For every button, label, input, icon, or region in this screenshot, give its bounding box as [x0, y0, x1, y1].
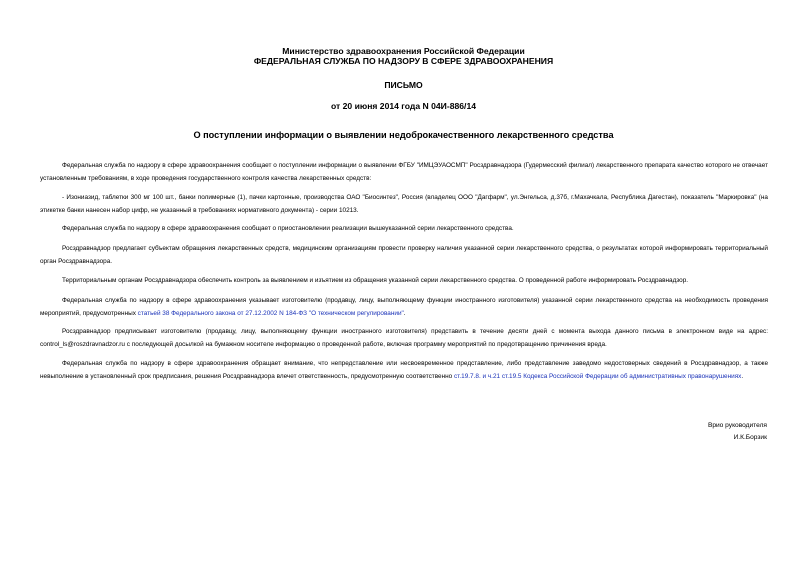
paragraph-3: Федеральная служба по надзору в сфере здравоохранения сообщает о приостановлении реализации вышеуказанной серии лекарственного средства. [62, 225, 514, 232]
paragraph-5: Территориальным органам Росздравнадзора обеспечить контроль за выявлением и изъятием из обращения указанной серии лекарственного средства. О проведенной работе информировать Росздравнадзор. [62, 277, 689, 284]
paragraph-7: Росздравнадзор предписывает изготовителю (продавцу, лицу, выполняющему функции иностранного изготовителя) представить в течение десяти дней с момента выхода данного письма в электронном виде на адрес: control_ls@roszdravnadzor.ru с последующей досылкой на бумажном носителе информацию о проведенной работе, включая программу мероприятий по предотвращению причинения вреда. [40, 328, 768, 348]
signature-position: Врио руководителя [707, 422, 767, 429]
paragraph-6-text: Федеральная служба по надзору в сфере здравоохранения указывает изготовителю (продавцу, лицу, выполняющему функции иностранного изготовителя) указанной серии лекарственного средства на необходимость проведения мероприятий, предусмотренных [40, 297, 768, 317]
paragraph-8 [40, 357, 768, 383]
koap-link[interactable]: ст.19.7.8. и ч.21 ст.19.5 Кодекса Российской Федерации об административных правонарушениях [453, 373, 742, 380]
paragraph-4: Росздравнадзор предлагает субъектам обращения лекарственных средств, медицинским организациям провести проверку наличия указанной серии лекарственного средства, о результатах которой информировать территориальный орган Росздравнадзора. [40, 245, 768, 265]
document-type: ПИСЬМО [384, 80, 423, 90]
paragraph-6-end: . [403, 310, 406, 317]
document-title: О поступлении информации о выявлении недоброкачественного лекарственного средства [193, 130, 614, 140]
paragraph-2: - Изониазид, таблетки 300 мг 100 шт., банки полимерные (1), пачки картонные, производства ОАО "Биосинтез", Россия (владелец ООО "Дагфарм", ул.Энгельса, д.37б, г.Махачкала, Республика Дагестан), показатель "Маркировка" (на этикетке банки нанесен набор цифр, не указанный в требованиях нормативного документа) - серии 10213. [40, 194, 768, 214]
service-name: ФЕДЕРАЛЬНАЯ СЛУЖБА ПО НАДЗОРУ В СФЕРЕ ЗДРАВООХРАНЕНИЯ [253, 56, 554, 66]
law-38-link[interactable]: статьей 38 Федерального закона от 27.12.2002 N 184-ФЗ "О техническом регулировании" [137, 310, 404, 317]
document-date-number: от 20 июня 2014 года N 04И-886/14 [331, 101, 476, 111]
ministry-name: Министерство здравоохранения Российской Федерации [282, 46, 525, 56]
paragraph-1: Федеральная служба по надзору в сфере здравоохранения сообщает о поступлении информации о выявлении ФГБУ "ИМЦЭУАОСМП" Росздравнадзора (Гудермесский филиал) лекарственного препарата качество которого не отвечает установленным требованиям, в ходе проведения государственного контроля качества лекарственных средств: [40, 162, 768, 182]
paragraph-8-text: Федеральная служба по надзору в сфере здравоохранения обращает внимание, что непредставление или несвоевременное представление, либо представление заведомо недостоверных сведений в Росздравнадзор, а также невыполнение в установленный срок предписания, решения Росздравнадзора влечет ответственность, предусмотренную соответственно [40, 360, 768, 380]
paragraph-6 [40, 294, 768, 320]
signature-name: И.К.Борзик [733, 434, 767, 441]
paragraph-8-end: . [741, 373, 744, 380]
